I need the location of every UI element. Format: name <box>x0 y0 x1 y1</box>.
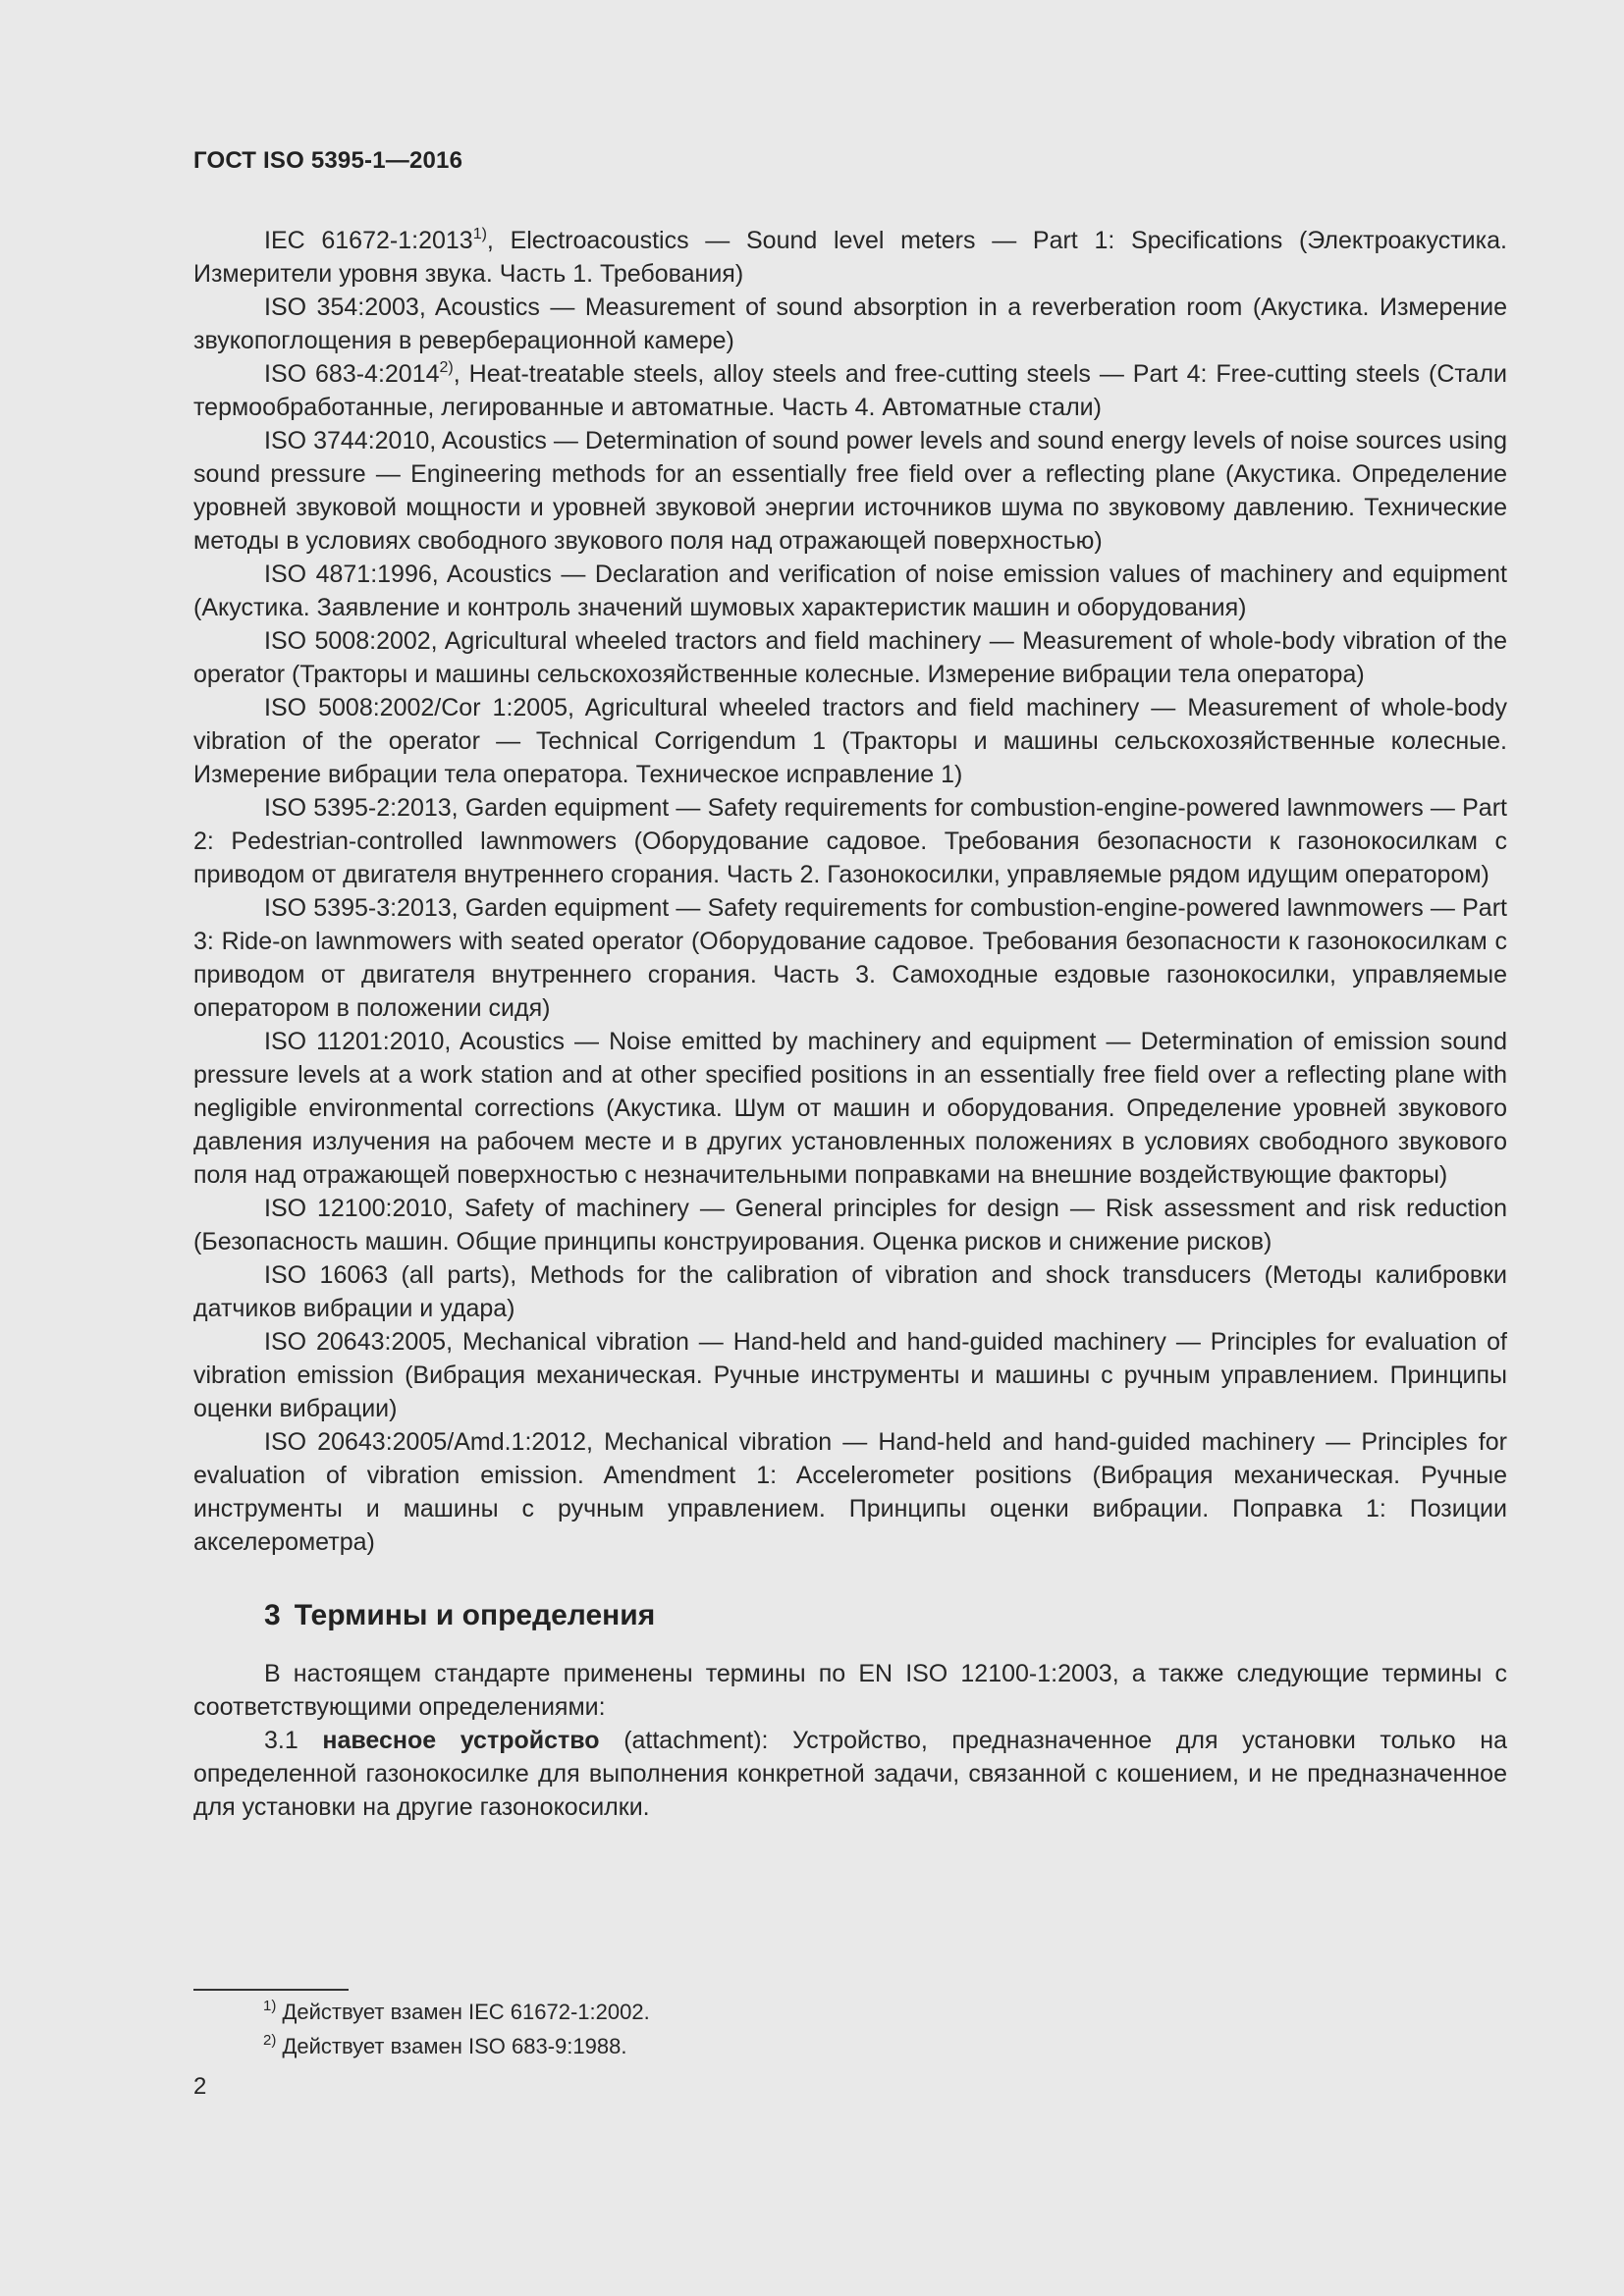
reference-text: Heat-treatable steels, alloy steels and free-cutting steels — Part 4: Free-cutting steels (Стали термообработанные, легированные и автоматные. Часть 4. Автоматные стали) <box>193 360 1507 421</box>
term-definition <box>193 1724 1507 1824</box>
reference-text: Methods for the calibration of vibration and shock transducers (Методы калибровки датчиков вибрации и удара) <box>193 1261 1507 1322</box>
footnote-mark: 2) <box>439 359 454 376</box>
section-intro: В настоящем стандарте применены термины по EN ISO 12100-1:2003, а также следующие термины с соответствующими определениями: <box>193 1660 1507 1721</box>
reference-code: ISO 5008:2002, <box>264 627 438 655</box>
reference-text: Garden equipment — Safety requirements for combustion-engine-powered lawnmowers — Part 2: Pedestrian-controlled lawnmowers (Оборудование садовое. Требования безопасности к газонокосилкам с приводом от двигателя внутреннего сгорания. Часть 2. Газонокосилки, управляемые рядом идущим оператором) <box>193 794 1507 888</box>
term-number: 3.1 <box>264 1727 298 1754</box>
reference-item: ISO 683-4:2014$^{2)}$, Heat-treatable steels, alloy steels and free-cutting steels — Part 4: Free-cutting steels (Стали термообработанные, легированные и автоматные. Часть 4. Автоматные стали) <box>193 359 1507 421</box>
footnote-text: Действует взамен IEC 61672-1:2002. <box>282 2000 650 2024</box>
reference-code: ISO 5395-3:2013, <box>264 894 459 922</box>
reference-item: IEC 61672-1:2013$^{1)}$, Electroacoustics — Sound level meters — Part 1: Specifications (Электроакустика. Измерители уровня звука. Часть 1. Требования) <box>193 226 1507 288</box>
reference-item <box>193 691 1507 791</box>
footnote-item <box>263 1995 650 2029</box>
section-heading <box>193 1596 1507 1635</box>
footnote-divider <box>193 1989 349 1991</box>
reference-text: Mechanical vibration — Hand-held and hand-guided machinery — Principles for evaluation of vibration emission. Amendment 1: Accelerometer positions (Вибрация механическая. Ручные инструменты и машины с ручным управлением. Принципы оценки вибрации. Поправка 1: Позиции акселерометра) <box>193 1428 1507 1556</box>
reference-code: ISO 20643:2005/Amd.1:2012, <box>264 1428 593 1456</box>
reference-item <box>193 891 1507 1025</box>
reference-text: Safety of machinery — General principles for design — Risk assessment and risk reduction (Безопасность машин. Общие принципы конструирования. Оценка рисков и снижение рисков) <box>193 1195 1507 1255</box>
reference-code: ISO 3744:2010, <box>264 427 437 454</box>
reference-code: ISO 11201:2010, <box>264 1028 452 1055</box>
reference-item <box>193 291 1507 357</box>
reference-text: Acoustics — Measurement of sound absorption in a reverberation room (Акустика. Измерение звукопоглощения в реверберационной камере) <box>193 294 1507 354</box>
footnotes <box>263 1995 650 2063</box>
reference-item <box>193 624 1507 691</box>
document-header: ГОСТ ISO 5395-1—2016 <box>193 147 463 174</box>
reference-code: ISO 5008:2002/Cor 1:2005, <box>264 694 574 721</box>
footnote-text: Действует взамен ISO 683-9:1988. <box>282 2034 627 2058</box>
normative-references-list <box>193 224 1507 1559</box>
reference-item <box>193 1192 1507 1258</box>
reference-item <box>193 558 1507 624</box>
reference-code: ISO 683-4:2014 <box>264 360 440 388</box>
reference-code: ISO 12100:2010, <box>264 1195 455 1222</box>
reference-item <box>193 1258 1507 1325</box>
reference-code: ISO 4871:1996, <box>264 561 439 588</box>
reference-text: Acoustics — Declaration and verification of noise emission values of machinery and equipment (Акустика. Заявление и контроль значений шумовых характеристик машин и оборудования) <box>193 561 1507 621</box>
page-number: 2 <box>193 2073 207 2100</box>
reference-code: ISO 20643:2005, <box>264 1328 454 1356</box>
reference-item <box>193 1325 1507 1425</box>
reference-text: Garden equipment — Safety requirements for combustion-engine-powered lawnmowers — Part 3: Ride-on lawnmowers with seated operator (Оборудование садовое. Требования безопасности к газонокосилкам с приводом от двигателя внутреннего сгорания. Часть 3. Самоходные ездовые газонокосилки, управляемые оператором в положении сидя) <box>193 894 1507 1022</box>
footnote-mark: 1) <box>472 226 487 242</box>
reference-code: ISO 354:2003, <box>264 294 426 321</box>
reference-text: Electroacoustics — Sound level meters — Part 1: Specifications (Электроакустика. Измерители уровня звука. Часть 1. Требования) <box>193 227 1507 288</box>
reference-text: Agricultural wheeled tractors and field machinery — Measurement of whole-body vibration of the operator — Technical Corrigendum 1 (Тракторы и машины сельскохозяйственные колесные. Измерение вибрации тела оператора. Техническое исправление 1) <box>193 694 1507 788</box>
reference-item <box>193 1425 1507 1559</box>
term-text: (attachment): Устройство, предназначенное для установки только на определенной газонокосилке для выполнения конкретной задачи, связанной с кошением, и не предназначенное для установки на другие газонокосилки. <box>193 1727 1507 1821</box>
reference-code: ISO 16063 (all parts), <box>264 1261 517 1289</box>
reference-item <box>193 791 1507 891</box>
footnote-mark: 1) <box>263 1998 277 2014</box>
section-title: Термины и определения <box>294 1599 656 1631</box>
reference-item <box>193 1025 1507 1192</box>
reference-code: IEC 61672-1:2013 <box>264 227 473 254</box>
footnote-item <box>263 2029 650 2063</box>
term-name: навесное устройство <box>322 1727 600 1754</box>
reference-item <box>193 424 1507 558</box>
reference-code: ISO 5395-2:2013, <box>264 794 459 822</box>
section-number: 3 <box>264 1599 281 1631</box>
reference-text: Mechanical vibration — Hand-held and hand-guided machinery — Principles for evaluation of vibration emission (Вибрация механическая. Ручные инструменты и машины с ручным управлением. Принципы оценки вибрации) <box>193 1328 1507 1422</box>
page-content <box>193 224 1507 1824</box>
reference-text: Acoustics — Noise emitted by machinery and equipment — Determination of emission sound pressure levels at a work station and at other specified positions in an essentially free field over a reflecting plane with negligible environmental corrections (Акустика. Шум от машин и оборудования. Определение уровней звукового давления излучения на рабочем месте и в других установленных положениях в условиях свободного звукового поля над отражающей поверхностью с незначительными поправками на внешние воздействующие факторы) <box>193 1028 1507 1189</box>
reference-text: Acoustics — Determination of sound power levels and sound energy levels of noise sources using sound pressure — Engineering methods for an essentially free field over a reflecting plane (Акустика. Определение уровней звуковой мощности и уровней звуковой энергии источников шума по звуковому давлению. Технические методы в условиях свободного звукового поля над отражающей поверхностью) <box>193 427 1507 555</box>
reference-text: Agricultural wheeled tractors and field machinery — Measurement of whole-body vibration of the operator (Тракторы и машины сельскохозяйственные колесные. Измерение вибрации тела оператора) <box>193 627 1507 688</box>
footnote-mark: 2) <box>263 2032 277 2049</box>
